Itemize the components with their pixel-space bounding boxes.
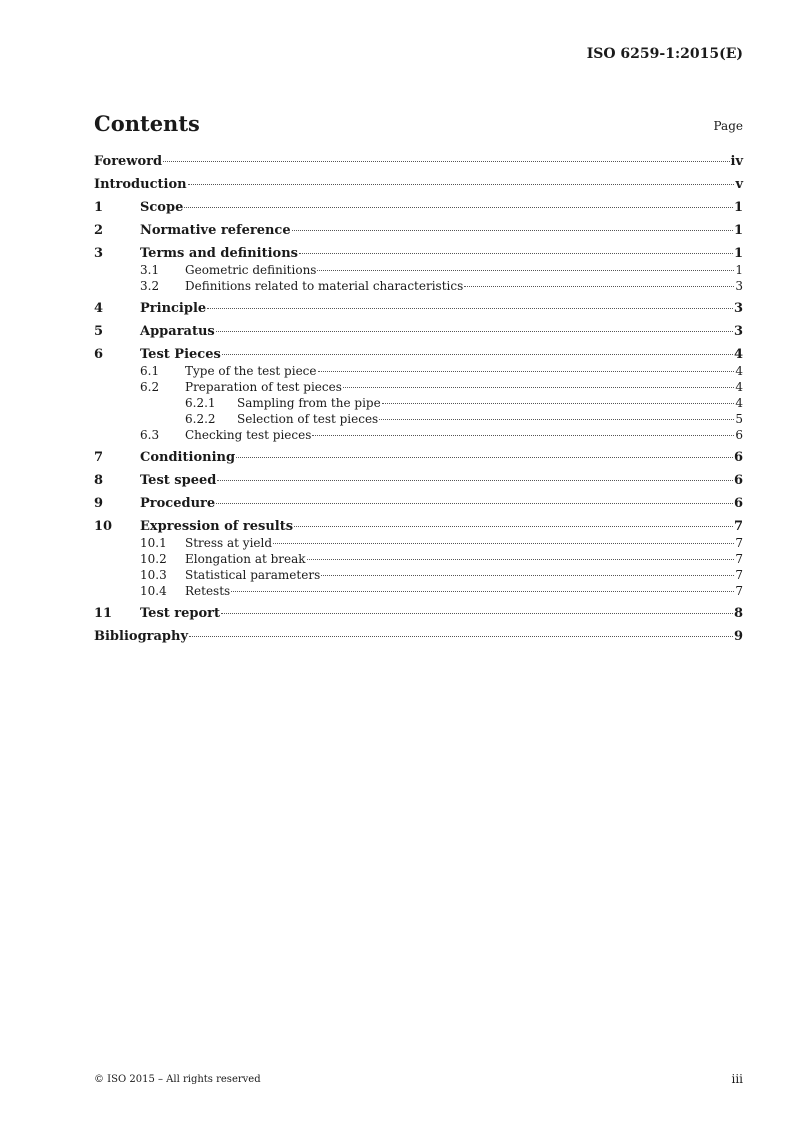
toc-entry-label: Stress at yield (185, 536, 273, 550)
toc-entry[interactable] (94, 535, 743, 551)
toc-entry-number: 7 (94, 450, 104, 465)
toc-entry-page: 3 (733, 324, 743, 339)
toc-entry-number: 4 (94, 301, 104, 316)
toc-spacer (94, 216, 743, 223)
toc-entry-page: 7 (733, 519, 743, 534)
toc-entry[interactable] (94, 278, 743, 294)
toc-dot-leader (379, 419, 734, 420)
toc-entry-page: 3 (733, 301, 743, 316)
toc-entry-label: Expression of results (140, 519, 294, 534)
toc-entry-label: Foreword (94, 154, 163, 169)
toc-dot-leader (207, 308, 733, 309)
toc-dot-leader (382, 403, 735, 404)
toc-entry-label: Statistical parameters (185, 568, 321, 582)
toc-spacer (94, 170, 743, 177)
toc-dot-leader (221, 613, 733, 614)
toc-entry[interactable] (94, 223, 743, 239)
toc-dot-leader (317, 270, 734, 271)
toc-entry-number: 6 (94, 347, 104, 362)
toc-entry-label: Type of the test piece (185, 364, 317, 378)
toc-entry-label: Conditioning (140, 450, 236, 465)
toc-entry-page: 4 (735, 364, 743, 378)
toc-entry-number: 8 (94, 473, 104, 488)
toc-dot-leader (217, 480, 733, 481)
toc-dot-leader (216, 503, 733, 504)
toc-entry-label: Retests (185, 584, 231, 598)
toc-entry-page: 9 (733, 629, 743, 644)
toc-spacer (94, 239, 743, 246)
toc-entry-label: Test speed (140, 473, 217, 488)
toc-entry-page: 6 (733, 450, 743, 465)
toc-entry[interactable] (94, 324, 743, 340)
footer-copyright: © ISO 2015 – All rights reserved (94, 1074, 261, 1085)
toc-spacer (94, 512, 743, 519)
toc-dot-leader (299, 253, 733, 254)
toc-entry-page: 1 (733, 246, 743, 261)
toc-entry-label: Elongation at break (185, 552, 306, 566)
toc-entry-label: Test report (140, 606, 221, 621)
toc-entry-number: 10.2 (140, 552, 167, 566)
toc-dot-leader (189, 636, 733, 637)
toc-entry[interactable] (94, 262, 743, 278)
toc-entry-page: iv (730, 154, 743, 169)
toc-entry-number: 6.2 (140, 380, 160, 394)
toc-entry-page: 7 (735, 536, 743, 550)
toc-spacer (94, 489, 743, 496)
toc-dot-leader (216, 331, 733, 332)
toc-entry[interactable] (94, 473, 743, 489)
toc-entry-page: 1 (735, 263, 743, 277)
toc-dot-leader (464, 286, 734, 287)
toc-entry-page: 1 (733, 223, 743, 238)
toc-dot-leader (222, 354, 733, 355)
toc-entry-label: Definitions related to material characteristics (185, 279, 464, 293)
toc-dot-leader (184, 207, 733, 208)
toc-entry[interactable] (94, 583, 743, 599)
toc-spacer (94, 599, 743, 606)
toc-entry[interactable] (94, 567, 743, 583)
toc-spacer (94, 193, 743, 200)
toc-entry-number: 1 (94, 200, 104, 215)
toc-entry[interactable] (94, 496, 743, 512)
toc-entry-number: 6.2.2 (185, 412, 216, 426)
toc-dot-leader (292, 230, 733, 231)
toc-spacer (94, 340, 743, 347)
toc-entry-page: 4 (735, 380, 743, 394)
contents-title: Contents (94, 111, 200, 136)
toc-entry[interactable] (94, 411, 743, 427)
toc-entry-label: Principle (140, 301, 207, 316)
toc-dot-leader (231, 591, 734, 592)
toc-entry-label: Preparation of test pieces (185, 380, 342, 394)
toc-dot-leader (273, 543, 734, 544)
toc-entry-label: Apparatus (140, 324, 215, 339)
page-column-label: Page (713, 119, 743, 133)
toc-entry-label: Geometric definitions (185, 263, 317, 277)
toc-entry-number: 10.1 (140, 536, 167, 550)
toc-entry[interactable] (94, 200, 743, 216)
toc-entry-number: 6.1 (140, 364, 160, 378)
toc-entry[interactable] (94, 154, 743, 170)
toc-entry-number: 10 (94, 519, 113, 534)
toc-spacer (94, 466, 743, 473)
toc-entry[interactable] (94, 450, 743, 466)
toc-entry-number: 2 (94, 223, 104, 238)
toc-entry[interactable] (94, 363, 743, 379)
toc-entry-number: 3.2 (140, 279, 160, 293)
toc-dot-leader (312, 435, 734, 436)
toc-entry-number: 6.3 (140, 428, 160, 442)
toc-entry-label: Selection of test pieces (237, 412, 379, 426)
toc-entry-label: Terms and definitions (140, 246, 298, 261)
toc-dot-leader (321, 575, 734, 576)
toc-dot-leader (294, 526, 733, 527)
toc-entry-label: Test Pieces (140, 347, 221, 362)
toc-dot-leader (236, 457, 733, 458)
toc-entry-label: Normative reference (140, 223, 291, 238)
toc-entry-label: Scope (140, 200, 184, 215)
table-of-contents (94, 154, 743, 645)
toc-entry-page: 7 (735, 568, 743, 582)
toc-entry-page: 4 (733, 347, 743, 362)
toc-entry-page: 8 (733, 606, 743, 621)
toc-entry-number: 3 (94, 246, 104, 261)
toc-entry[interactable] (94, 379, 743, 395)
toc-entry-number: 10.3 (140, 568, 167, 582)
toc-entry-label: Checking test pieces (185, 428, 312, 442)
toc-entry-number: 5 (94, 324, 104, 339)
toc-entry-page: 7 (735, 584, 743, 598)
toc-entry[interactable] (94, 606, 743, 622)
toc-entry[interactable] (94, 301, 743, 317)
toc-spacer (94, 443, 743, 450)
toc-entry[interactable] (94, 629, 743, 645)
toc-entry[interactable] (94, 347, 743, 363)
document-id: ISO 6259-1:2015(E) (586, 46, 743, 62)
toc-entry-number: 9 (94, 496, 104, 511)
toc-entry[interactable] (94, 519, 743, 535)
toc-entry-page: 6 (733, 496, 743, 511)
toc-entry-page: v (735, 177, 743, 192)
toc-entry-number: 3.1 (140, 263, 160, 277)
toc-dot-leader (318, 371, 735, 372)
toc-entry-label: Bibliography (94, 629, 189, 644)
toc-dot-leader (163, 161, 729, 162)
toc-entry-number: 11 (94, 606, 113, 621)
toc-dot-leader (343, 387, 734, 388)
toc-entry-label: Introduction (94, 177, 187, 192)
toc-entry-page: 6 (735, 428, 743, 442)
toc-spacer (94, 294, 743, 301)
toc-entry[interactable] (94, 177, 743, 193)
toc-dot-leader (188, 184, 735, 185)
toc-entry-page: 4 (735, 396, 743, 410)
toc-dot-leader (307, 559, 735, 560)
toc-entry-page: 5 (735, 412, 743, 426)
toc-spacer (94, 317, 743, 324)
toc-entry-number: 10.4 (140, 584, 167, 598)
toc-entry-number: 6.2.1 (185, 396, 216, 410)
toc-entry-page: 1 (733, 200, 743, 215)
toc-entry-page: 3 (735, 279, 743, 293)
toc-entry-label: Sampling from the pipe (237, 396, 381, 410)
toc-entry-label: Procedure (140, 496, 216, 511)
toc-entry[interactable] (94, 427, 743, 443)
toc-entry[interactable] (94, 246, 743, 262)
footer-page-number: iii (731, 1072, 743, 1086)
toc-spacer (94, 622, 743, 629)
toc-entry-page: 6 (733, 473, 743, 488)
toc-entry[interactable] (94, 395, 743, 411)
toc-entry-page: 7 (735, 552, 743, 566)
toc-entry[interactable] (94, 551, 743, 567)
